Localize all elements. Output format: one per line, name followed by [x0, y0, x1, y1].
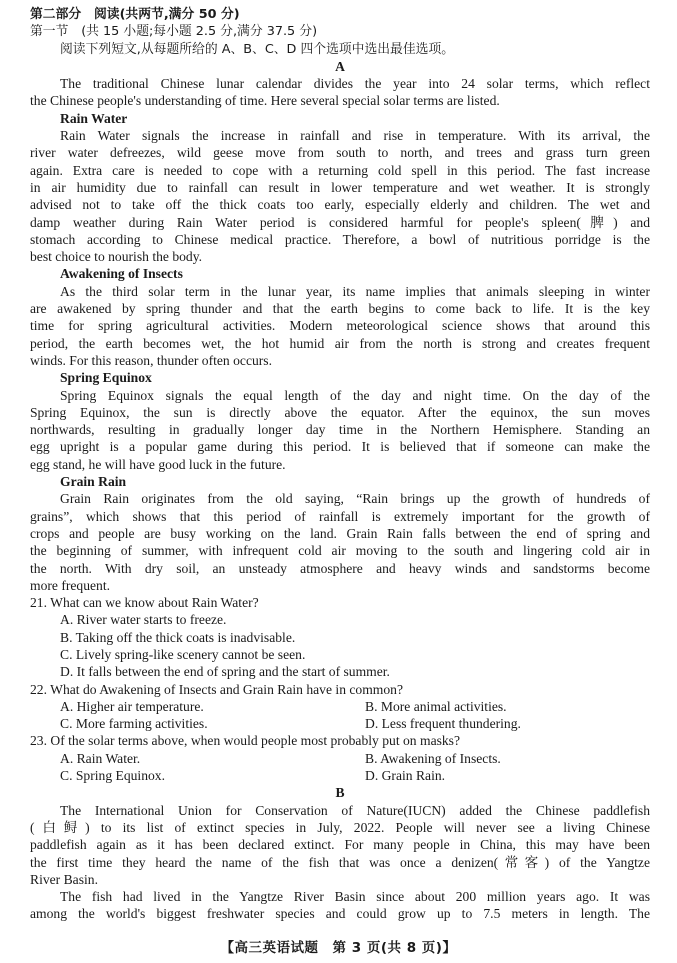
paragraph-line: stomach according to Chinese medical practice. Therefore, a bowl of nutritious porridge is the	[30, 231, 650, 247]
paragraph-line: paddlefish again as it has been declared extinct. For many people in China, this may have been	[30, 837, 650, 853]
page-footer: 【高三英语试题 第 3 页(共 8 页)】	[220, 940, 457, 956]
question-21-option-b: B. Taking off the thick coats is inadvisable.	[60, 629, 296, 645]
passage-b-label: B	[335, 785, 345, 801]
question-22-options-row-1	[30, 698, 650, 715]
paragraph-line: damp weather during Rain Water period is considered harmful for people's spleen(脾) and	[30, 214, 650, 230]
section-title: 第二部分 阅读(共两节,满分 50 分)	[30, 7, 240, 22]
question-23-stem: 23. Of the solar terms above, when would people most probably put on masks?	[30, 733, 461, 749]
paragraph-line: time for spring agricultural activities. Modern meteorological science shows that around this	[30, 318, 650, 334]
section-heading-grain-rain: Grain Rain	[60, 474, 127, 490]
passage-a-intro	[30, 75, 650, 110]
question-22-option-b: B. More animal activities.	[365, 698, 507, 714]
paragraph-line: again. Extra care is needed to cope with a returning cold spell in this period. The fast increase	[30, 162, 650, 178]
paragraph-line: best choice to nourish the body.	[30, 249, 203, 265]
paragraph-line: river water defreezes, wild geese move from south to north, and trees and grass turn green	[30, 145, 650, 161]
paragraph-line: The fish had lived in the Yangtze River Basin since about 200 million years ago. It was	[60, 889, 650, 905]
paragraph-line: are awakened by spring thunder and that the earth begins to come back to life. It is the key	[30, 301, 650, 317]
question-23-option-b: B. Awakening of Insects.	[365, 750, 501, 766]
question-21-option-a: A. River water starts to freeze.	[60, 612, 227, 628]
question-21-stem: 21. What can we know about Rain Water?	[30, 595, 259, 611]
question-23-options-row-2	[30, 767, 650, 784]
paragraph-line: The International Union for Conservation of Nature(IUCN) added the Chinese paddlefish	[60, 802, 650, 818]
paragraph-line: among the world's biggest freshwater species and could grow up to 7.5 meters in length. The	[30, 906, 650, 922]
paragraph-line: northwards, resulting in gradually longer day time in the Northern Hemisphere. Standing an	[30, 422, 650, 438]
paragraph-line: As the third solar term in the lunar year, its name implies that animals sleeping in winter	[60, 283, 650, 299]
paragraph-line: period, the earth becomes wet, the hot humid air from the north is strong and creates frequent	[30, 335, 650, 351]
paragraph-line: the north. With dry soil, an unsteady atmosphere and heavy winds and sandstorms become	[30, 560, 650, 576]
paragraph-line: egg stand, he will have good luck in the future.	[30, 456, 286, 472]
question-22-option-c: C. More farming activities.	[60, 716, 208, 732]
paragraph-line: crops and people are busy working on the land. Grain Rain falls between the end of spring and	[30, 525, 650, 541]
paragraph-line: more frequent.	[30, 577, 111, 593]
paragraph-line: the Chinese people's understanding of time. Here several special solar terms are listed.	[30, 93, 500, 109]
paragraph-line: (白鲟) to its list of extinct species in July, 2022. People will never see a living Chinese	[30, 819, 650, 835]
question-21-option-d: D. It falls between the end of spring and the start of summer.	[60, 664, 390, 680]
paragraph-line: Spring Equinox, the sun is directly above the equator. After the equinox, the sun moves	[30, 404, 650, 420]
paragraph-line: Rain Water signals the increase in rainfall and rise in temperature. With its arrival, the	[60, 128, 650, 144]
question-23-option-c: C. Spring Equinox.	[60, 768, 165, 784]
question-23-options-row-1	[30, 750, 650, 767]
section-heading-awakening-of-insects: Awakening of Insects	[60, 266, 183, 282]
instruction: 阅读下列短文,从每题所给的 A、B、C、D 四个选项中选出最佳选项。	[60, 41, 455, 57]
question-23-option-d: D. Grain Rain.	[365, 768, 446, 784]
part1-title: 第一节 (共 15 小题;每小题 2.5 分,满分 37.5 分)	[30, 24, 318, 40]
passage-a-label: A	[335, 58, 345, 74]
paragraph-line: The traditional Chinese lunar calendar divides the year into 24 solar terms, which reflect	[60, 76, 650, 92]
paragraph-line: egg upright is a popular game during this period. It is believed that if someone can make the	[30, 439, 650, 455]
question-21-option-c: C. Lively spring-like scenery cannot be seen.	[60, 646, 306, 662]
paragraph-line: the first time they heard the name of the fish that was once a denizen(常客) of the Yangtze	[30, 854, 650, 870]
paragraph-line: grains”, which shows that this period of rainfall is extremely important for the growth of	[30, 508, 650, 524]
paragraph-line: Grain Rain originates from the old saying, “Rain brings up the growth of hundreds of	[60, 491, 650, 507]
paragraph-line: winds. For this reason, thunder often occurs.	[30, 352, 272, 368]
question-23-option-a: A. Rain Water.	[60, 750, 141, 766]
exam-page	[30, 6, 650, 923]
section-heading-spring-equinox: Spring Equinox	[60, 370, 152, 386]
paragraph-line: Spring Equinox signals the equal length of the day and night time. On the day of the	[60, 387, 650, 403]
paragraph-line: in air humidity due to rainfall can result in lower temperature and wet weather. It is strongly	[30, 179, 650, 195]
question-22-option-d: D. Less frequent thundering.	[365, 716, 521, 732]
paragraph-line: River Basin.	[30, 871, 98, 887]
section-heading-rain-water: Rain Water	[60, 110, 128, 126]
question-22-option-a: A. Higher air temperature.	[60, 698, 204, 714]
question-22-options-row-2	[30, 715, 650, 732]
paragraph-line: advised not to take off the thick coats too early, especially elderly and children. The wet and	[30, 197, 650, 213]
paragraph-line: the beginning of summer, with infrequent cold air moving to the south and lingering cold air in	[30, 543, 650, 559]
question-22-stem: 22. What do Awakening of Insects and Grain Rain have in common?	[30, 681, 403, 697]
